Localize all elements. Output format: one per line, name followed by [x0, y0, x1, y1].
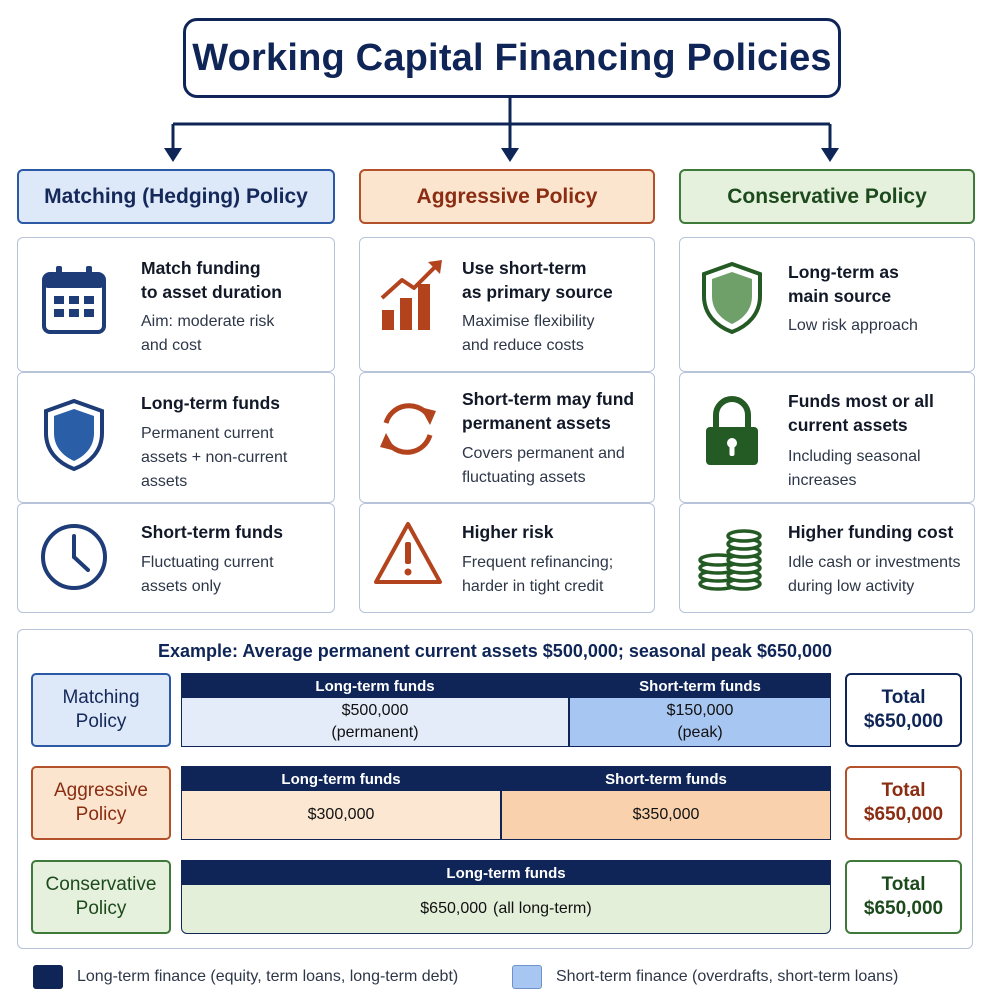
warning-icon — [372, 518, 444, 590]
example-row-label-matching — [31, 673, 171, 747]
segment-value: $150,000 — [666, 702, 734, 719]
connector-arrows — [0, 0, 993, 170]
card-desc-line: fluctuating assets — [462, 469, 586, 486]
card-desc-line: Including seasonal — [788, 448, 921, 465]
clock-icon — [38, 521, 110, 593]
growth-chart-icon — [376, 260, 448, 332]
card-desc-line: Covers permanent and — [462, 445, 625, 462]
segment-note: (peak) — [677, 724, 723, 741]
card-title-line: Long-term funds — [141, 393, 281, 413]
card-title-line: main source — [788, 286, 892, 306]
card-desc-line: Fluctuating current — [141, 554, 274, 571]
total-value: $650,000 — [863, 898, 944, 919]
card-desc-line: during low activity — [788, 578, 915, 595]
padlock-icon — [696, 395, 768, 467]
matching-long-term-segment — [181, 673, 569, 747]
legend-swatch-short-term — [512, 965, 542, 989]
card-title-line: Long-term as — [788, 262, 899, 282]
card-title-line: Higher risk — [462, 522, 554, 542]
conservative-card-3 — [679, 503, 975, 613]
segment-header: Long-term funds — [182, 861, 830, 885]
conservative-card-1 — [679, 237, 975, 372]
card-title-line: Funds most or all — [788, 391, 934, 411]
segment-header: Short-term funds — [570, 674, 830, 698]
segment-header: Long-term funds — [182, 767, 500, 791]
calendar-icon — [38, 264, 110, 336]
conservative-card-2 — [679, 372, 975, 503]
card-title-line: Short-term funds — [141, 522, 283, 542]
shield-icon — [38, 399, 110, 471]
legend-item-short-term — [512, 965, 898, 989]
example-row-label-aggressive — [31, 766, 171, 840]
row-label-line: Policy — [75, 898, 127, 919]
card-title-line: Higher funding cost — [788, 522, 954, 542]
matching-card-3 — [17, 503, 335, 613]
card-desc-line: assets + non-current — [141, 449, 288, 466]
refresh-cycle-icon — [372, 393, 444, 465]
card-desc-line: harder in tight credit — [462, 578, 604, 595]
card-desc-line: Frequent refinancing; — [462, 554, 614, 571]
row-label-line: Conservative — [45, 874, 157, 895]
conservative-policy-header: Conservative Policy — [679, 169, 975, 224]
example-title: Example: Average permanent current assets $500,000; seasonal peak $650,000 — [157, 641, 833, 661]
card-title-line: to asset duration — [141, 282, 282, 302]
segment-value: $300,000 — [307, 806, 375, 823]
card-desc-line: assets — [141, 473, 188, 490]
segment-header: Short-term funds — [502, 767, 830, 791]
row-label-line: Policy — [75, 711, 127, 732]
matching-card-1 — [17, 237, 335, 372]
matching-card-2 — [17, 372, 335, 503]
matching-policy-header: Matching (Hedging) Policy — [17, 169, 335, 224]
legend-label: Short-term finance (overdrafts, short-term loans) — [556, 968, 899, 985]
total-label: Total — [881, 780, 926, 801]
aggressive-card-1 — [359, 237, 655, 372]
card-desc-line: Aim: moderate risk — [141, 313, 275, 330]
segment-note: (all long-term) — [493, 900, 592, 917]
segment-header: Long-term funds — [182, 674, 568, 698]
legend-swatch-long-term — [33, 965, 63, 989]
card-desc-line: and cost — [141, 337, 202, 354]
segment-note: (permanent) — [331, 724, 419, 741]
row-label-line: Aggressive — [54, 780, 148, 801]
conservative-total — [845, 860, 962, 934]
card-desc-line: Permanent current — [141, 425, 274, 442]
segment-value: $350,000 — [632, 806, 700, 823]
example-row-label-conservative — [31, 860, 171, 934]
aggressive-card-2 — [359, 372, 655, 503]
aggressive-card-3 — [359, 503, 655, 613]
card-title-line: as primary source — [462, 282, 613, 302]
total-label: Total — [881, 687, 926, 708]
card-desc-line: Low risk approach — [788, 317, 918, 334]
total-value: $650,000 — [863, 711, 944, 732]
coin-stacks-icon — [694, 520, 766, 592]
card-desc-line: assets only — [141, 578, 222, 595]
total-label: Total — [881, 874, 926, 895]
aggressive-total — [845, 766, 962, 840]
aggressive-long-term-segment — [181, 766, 501, 840]
conservative-long-term-segment — [181, 860, 831, 934]
row-label-line: Policy — [75, 804, 127, 825]
segment-value: $500,000 — [341, 702, 409, 719]
card-desc-line: Idle cash or investments — [788, 554, 961, 571]
total-value: $650,000 — [863, 804, 944, 825]
card-desc-line: Maximise flexibility — [462, 313, 595, 330]
card-title-line: Use short-term — [462, 258, 587, 278]
aggressive-policy-header: Aggressive Policy — [359, 169, 655, 224]
legend-item-long-term — [33, 965, 458, 989]
row-label-line: Matching — [62, 687, 140, 708]
segment-value: $650,000 — [420, 900, 488, 917]
card-desc-line: increases — [788, 472, 857, 489]
diagram-title: Working Capital Financing Policies — [192, 36, 832, 79]
legend-label: Long-term finance (equity, term loans, long-term debt) — [77, 968, 459, 985]
card-title-line: permanent assets — [462, 413, 611, 433]
card-title-line: Short-term may fund — [462, 389, 635, 409]
matching-total — [845, 673, 962, 747]
shield-icon — [696, 262, 768, 334]
card-desc-line: and reduce costs — [462, 337, 584, 354]
card-title-line: Match funding — [141, 258, 261, 278]
card-title-line: current assets — [788, 415, 908, 435]
aggressive-short-term-segment — [501, 766, 831, 840]
matching-short-term-segment — [569, 673, 831, 747]
